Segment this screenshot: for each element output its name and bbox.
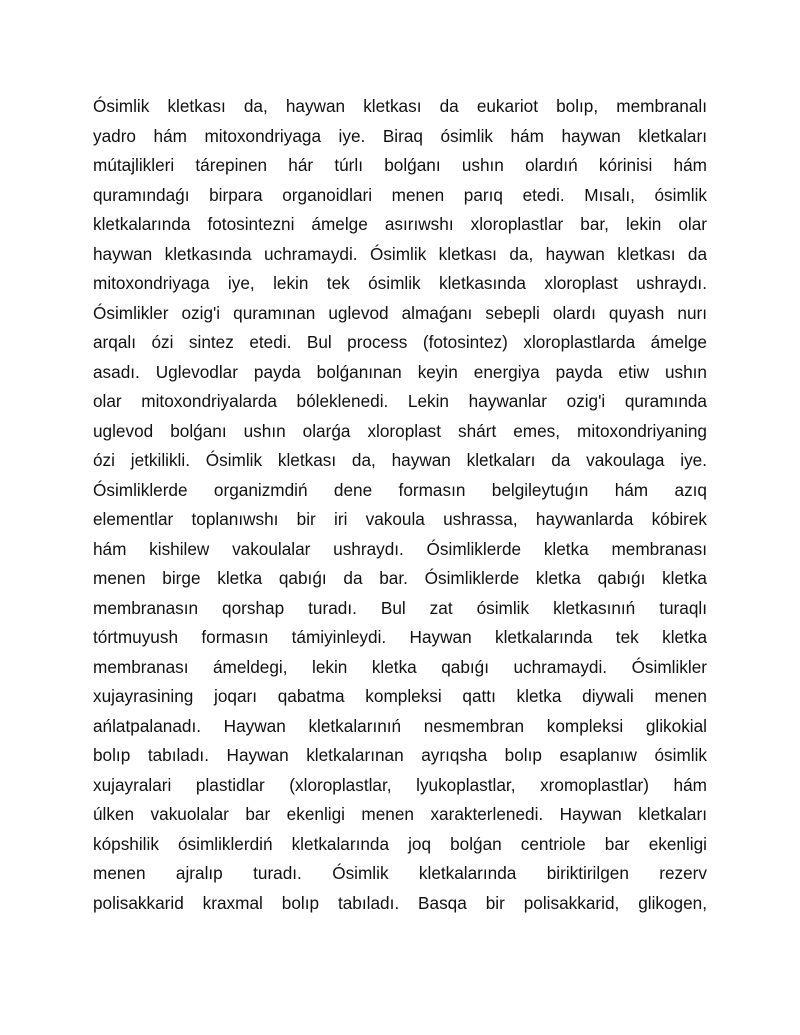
text-line: hám kishilew vakoulalar ushraydı. Ósimliklerde kletka membranası bbox=[93, 538, 707, 559]
text-line: polisakkarid kraxmal bolıp tabıladı. Basqa bir polisakkarid, glikogen, bbox=[93, 892, 707, 913]
text-line: Ósimlikler ozig'i quramınan uglevod almaǵanı sebepli olardı quyash nurı bbox=[93, 302, 707, 323]
text-line: haywan kletkasında uchramaydi. Ósimlik kletkası da, haywan kletkası da bbox=[93, 243, 707, 264]
text-line: olar mitoxondriyalarda bóleklenedi. Lekin haywanlar ozig'i quramında bbox=[93, 391, 707, 411]
text-line: úlken vakuolalar bar ekenligi menen xarakterlenedi. Haywan kletkaları bbox=[93, 804, 707, 824]
text-line: asadı. Uglevodlar payda bolǵanınan keyin energiya payda etiw ushın bbox=[93, 361, 707, 382]
text-line: bolıp tabıladı. Haywan kletkalarınan ayrıqsha bolıp esaplanıw ósimlik bbox=[93, 745, 707, 765]
text-line: kópshilik ósimliklerdiń kletkalarında joq bolǵan centriole bar ekenligi bbox=[93, 833, 707, 854]
text-line: uglevod bolǵanı ushın olarǵa xloroplast shárt emes, mitoxondriyaning bbox=[93, 420, 707, 441]
text-line: quramındaǵı birpara organoidlari menen parıq etedi. Mısalı, ósimlik bbox=[93, 184, 707, 205]
text-line: membranası ámeldegi, lekin kletka qabıǵı uchramaydi. Ósimlikler bbox=[93, 656, 707, 677]
text-line: elementlar toplanıwshı bir iri vakoula ushrassa, haywanlarda kóbirek bbox=[93, 509, 707, 529]
text-line: mútajlikleri tárepinen hár túrlı bolǵanı ushın olardıń kórinisi hám bbox=[93, 155, 707, 175]
text-line: ańlatpalanadı. Haywan kletkalarınıń nesmembran kompleksi glikokial bbox=[93, 715, 707, 736]
text-line: menen birge kletka qabıǵı da bar. Ósimliklerde kletka qabıǵı kletka bbox=[93, 568, 707, 588]
text-line: mitoxondriyaga iye, lekin tek ósimlik kletkasında xloroplast ushraydı. bbox=[93, 273, 707, 293]
text-line: xujayrasining joqarı qabatma kompleksi qattı kletka diywali menen bbox=[93, 686, 707, 706]
document-page bbox=[93, 92, 707, 918]
text-line: menen ajralıp turadı. Ósimlik kletkalarında biriktirilgen rezerv bbox=[93, 863, 707, 883]
text-line: tórtmuyush formasın támiyinleydi. Haywan kletkalarında tek kletka bbox=[93, 627, 707, 647]
text-line: ózi jetkilikli. Ósimlik kletkası da, haywan kletkaları da vakoulaga iye. bbox=[93, 450, 707, 470]
text-line: Ósimlik kletkası da, haywan kletkası da eukariot bolıp, membranalı bbox=[93, 96, 707, 116]
text-line: Ósimliklerde organizmdiń dene formasın belgileytuǵın hám azıq bbox=[93, 479, 707, 500]
text-line: kletkalarında fotosintezni ámelge asırıwshı xloroplastlar bar, lekin olar bbox=[93, 214, 707, 234]
text-line: membranasın qorshap turadı. Bul zat ósimlik kletkasınıń turaqlı bbox=[93, 597, 707, 618]
text-line: arqalı ózi sintez etedi. Bul process (fotosintez) xloroplastlarda ámelge bbox=[93, 332, 707, 352]
text-line: xujayralari plastidlar (xloroplastlar, lyukoplastlar, xromoplastlar) hám bbox=[93, 774, 707, 795]
text-line: yadro hám mitoxondriyaga iye. Biraq ósimlik hám haywan kletkaları bbox=[93, 125, 707, 146]
